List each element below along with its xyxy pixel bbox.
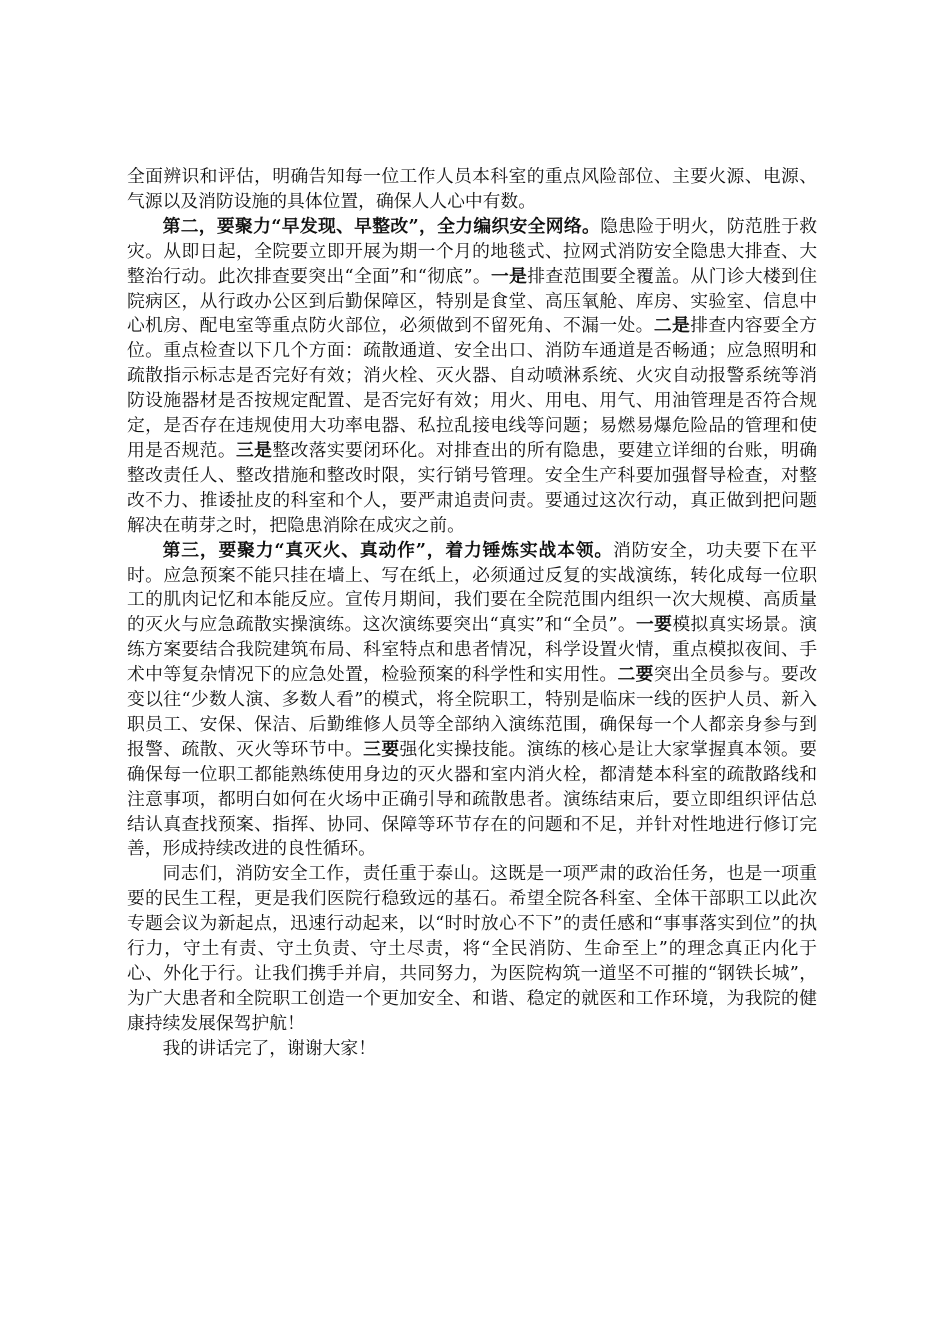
paragraph-2 [127,215,817,539]
paragraph-2-marker-2: 二是 [653,315,691,337]
paragraph-3-marker-3: 三要 [363,738,400,760]
paragraph-3-run-8: 强化实操技能。演练的核心是让大家掌握真本领。要确保每一位职工都能熟练使用身边的灭火器和室内消火栓，都清楚本科室的疏散路线和注意事项，都明白如何在火场中正确引导和疏散患者。演练结束后，要立即组织评估总结认真查找预案、指挥、协同、保障等环节存在的问题和不足，并针对性地进行修订完善，形成持续改进的良性循环。 [127,738,817,860]
paragraph-4-run-1: 同志们，消防安全工作，责任重于泰山。这既是一项严肃的政治任务，也是一项重要的民生工程，更是我们医院行稳致远的基石。希望全院各科室、全体干部职工以此次专题会议为新起点，迅速行动起来，以“时时放心不下”的责任感和“事事落实到位”的执行力，守土有责、守土负责、守土尽责，将“全民消防、生命至上”的理念真正内化于心、外化于行。让我们携手并肩，共同努力，为医院构筑一道坚不可摧的“钢铁长城”，为广大患者和全院职工创造一个更加安全、和谐、稳定的就医和工作环境，为我院的健康持续发展保驾护航！ [127,863,817,1034]
paragraph-1 [127,165,817,215]
paragraph-3-marker-2: 二要 [617,664,654,686]
paragraph-5 [127,1037,817,1062]
paragraph-3-heading: 第三，要聚力“真灭火、真动作”，着力锤炼实战本领。 [162,539,613,561]
paragraph-4 [127,862,817,1036]
paragraph-2-run-2: 隐患险于明火，防范胜于救灾。从即日起，全院要立即开展为期一个月的地毯式、拉网式消防安全隐患大排查、大整治行动。此次排查要突出“全面”和“彻底”。 [127,215,817,287]
paragraph-3-run-4: 模拟真实场景。演练方案要结合我院建筑布局、科室特点和患者情况，科学设置火情，重点模拟夜间、手术中等复杂情况下的应急处置，检验预案的科学性和实用性。 [127,614,817,686]
paragraph-2-marker-3: 三是 [236,439,273,461]
paragraph-2-marker-1: 一是 [491,265,528,287]
paragraph-2-run-8: 整改落实要闭环化。对排查出的所有隐患，要建立详细的台账，明确整改责任人、整改措施和整改时限，实行销号管理。安全生产科要加强督导检查，对整改不力、推诿扯皮的科室和个人，要严肃追责问责。要通过这次行动，真正做到把问题解决在萌芽之时，把隐患消除在成灾之前。 [127,439,817,536]
paragraph-5-run-1: 我的讲话完了，谢谢大家！ [162,1037,376,1059]
paragraph-1-run-1: 全面辨识和评估，明确告知每一位工作人员本科室的重点风险部位、主要火源、电源、气源以及消防设施的具体位置，确保人人心中有数。 [127,166,817,212]
paragraph-2-run-4: 排查范围要全覆盖。从门诊大楼到住院病区，从行政办公区到后勤保障区，特别是食堂、高压氧舱、库房、实验室、信息中心机房、配电室等重点防火部位，必须做到不留死角、不漏一处。 [127,265,817,337]
paragraph-3-run-6: 突出全员参与。要改变以往“少数人演、多数人看”的模式，将全院职工，特别是临床一线的医护人员、新入职员工、安保、保洁、后勤维修人员等全部纳入演练范围，确保每一个人都亲身参与到报警、疏散、灭火等环节中。 [127,664,817,760]
paragraph-3 [127,539,817,863]
paragraph-2-run-6: 排查内容要全方位。重点检查以下几个方面：疏散通道、安全出口、消防车通道是否畅通；应急照明和疏散指示标志是否完好有效；消火栓、灭火器、自动喷淋系统、火灾自动报警系统等消防设施器材是否按规定配置、是否完好有效；用火、用电、用气、用油管理是否符合规定，是否存在违规使用大功率电器、私拉乱接电线等问题；易燃易爆危险品的管理和使用是否规范。 [127,315,817,461]
document-body [127,165,817,1062]
paragraph-3-run-2: 消防安全，功夫要下在平时。应急预案不能只挂在墙上、写在纸上，必须通过反复的实战演练，转化成每一位职工的肌肉记忆和本能反应。宣传月期间，我们要在全院范围内组织一次大规模、高质量的灭火与应急疏散实操演练。这次演练要突出“真实”和“全员”。 [127,539,817,636]
paragraph-2-heading: 第二，要聚力“早发现、早整改”，全力编织安全网络。 [162,215,601,237]
paragraph-3-marker-1: 一要 [636,614,673,636]
